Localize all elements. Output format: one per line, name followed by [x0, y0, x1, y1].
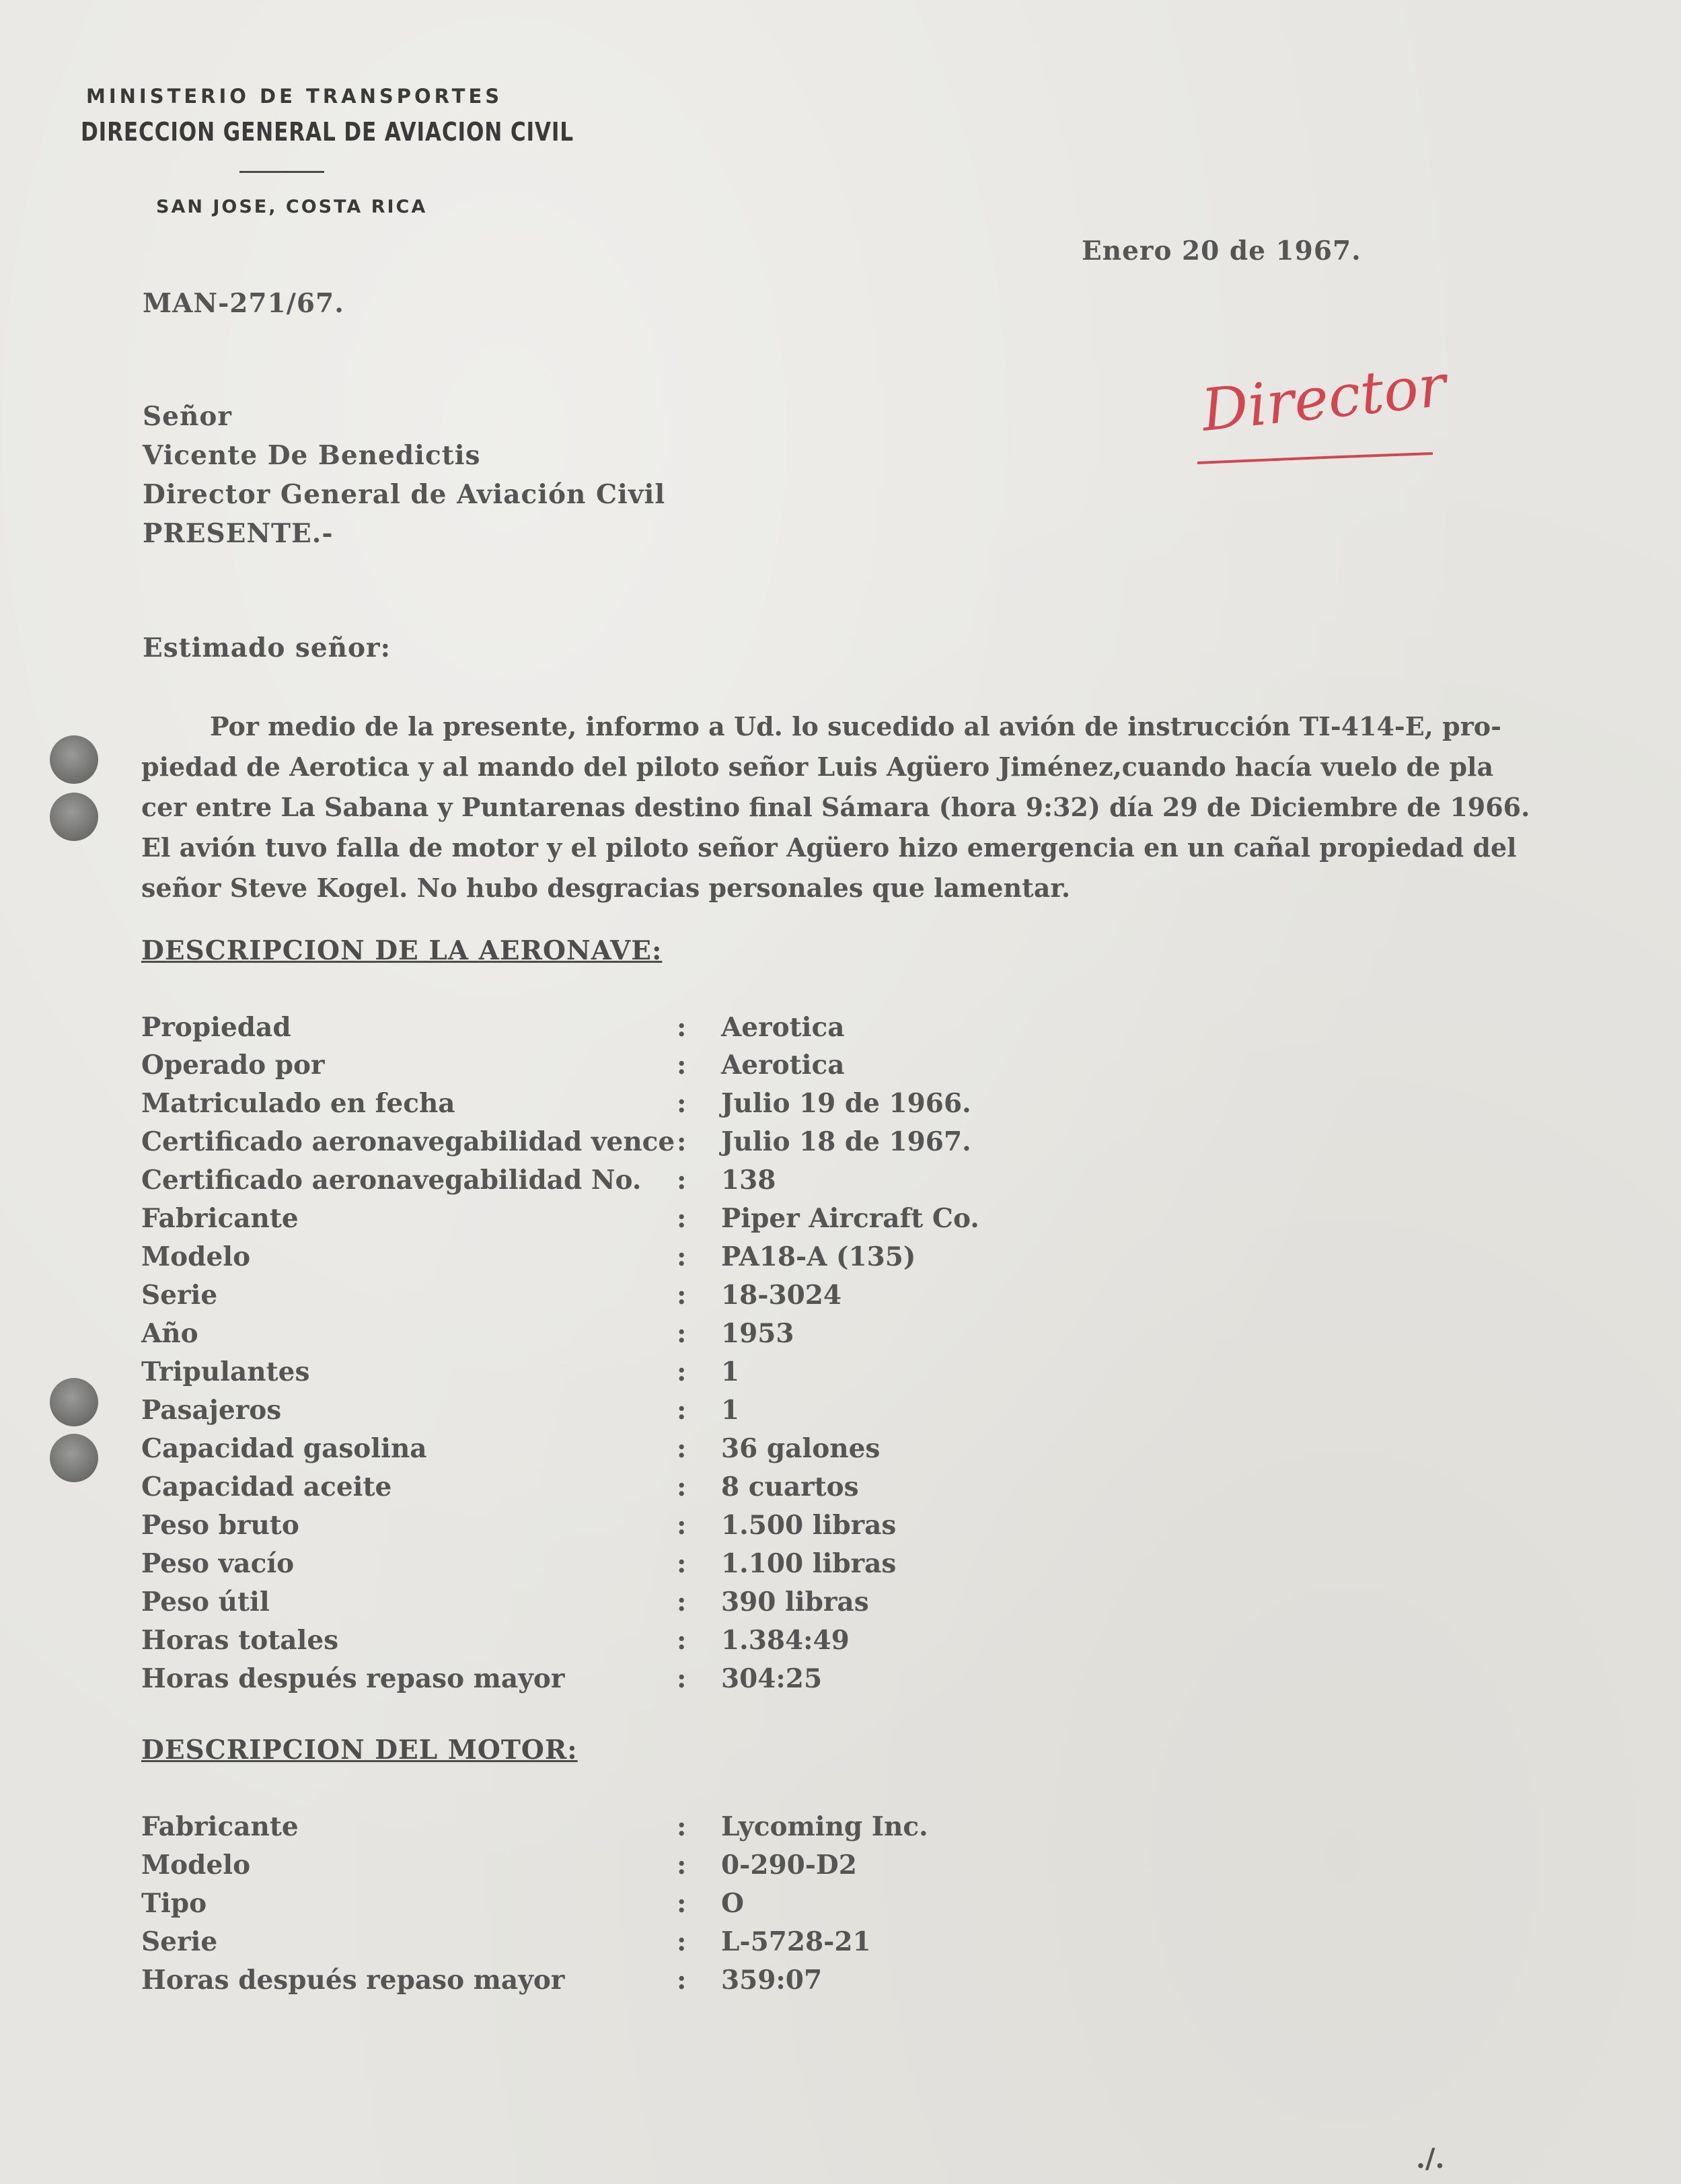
item-colon: :: [677, 1471, 687, 1502]
item-value: Julio 19 de 1966.: [721, 1088, 971, 1119]
item-value: 18-3024: [721, 1280, 842, 1311]
item-value: 36 galones: [721, 1433, 881, 1464]
item-label: Año: [141, 1318, 198, 1349]
list-item: [0, 1811, 1681, 1849]
item-label: Serie: [141, 1926, 218, 1957]
item-value: 359:07: [721, 1965, 823, 1996]
item-colon: :: [677, 1165, 687, 1196]
item-label: Serie: [141, 1280, 218, 1311]
list-item: [0, 1165, 1681, 1202]
item-label: Certificado aeronavegabilidad vence: [141, 1126, 675, 1157]
item-value: Aerotica: [721, 1050, 845, 1081]
item-value: 390 libras: [721, 1587, 869, 1617]
punch-hole: [50, 1378, 98, 1426]
body-paragraph: [141, 706, 1587, 908]
city-name: SAN JOSE, COSTA RICA: [156, 196, 428, 217]
item-label: Horas después repaso mayor: [141, 1965, 565, 1996]
item-value: Piper Aircraft Co.: [721, 1203, 979, 1234]
body-line: El avión tuvo falla de motor y el piloto señor Agüero hizo emergencia en un cañal propiedad del: [141, 832, 1517, 863]
item-label: Matriculado en fecha: [141, 1088, 455, 1119]
punch-hole: [50, 793, 98, 841]
handwritten-note: [1197, 350, 1453, 471]
list-item: [0, 1203, 1681, 1241]
item-colon: :: [677, 1088, 687, 1119]
item-value: 1.384:49: [721, 1625, 850, 1656]
item-label: Certificado aeronavegabilidad No.: [141, 1165, 642, 1196]
ministry-name: MINISTERIO DE TRANSPORTES: [86, 85, 503, 108]
body-line: cer entre La Sabana y Puntarenas destino final Sámara (hora 9:32) día 29 de Diciembre de 1966.: [141, 792, 1530, 822]
item-value: 1.100 libras: [721, 1548, 897, 1579]
list-item: [0, 1088, 1681, 1126]
item-colon: :: [677, 1012, 687, 1043]
item-label: Operado por: [141, 1050, 325, 1081]
item-value: 8 cuartos: [721, 1471, 859, 1502]
list-item: [0, 1012, 1681, 1050]
item-label: Propiedad: [141, 1012, 291, 1043]
item-value: 1: [721, 1356, 740, 1387]
list-item: [0, 1471, 1681, 1509]
item-colon: :: [677, 1433, 687, 1464]
item-colon: :: [677, 1241, 687, 1272]
item-label: Capacidad aceite: [141, 1471, 392, 1502]
list-item: [0, 1318, 1681, 1356]
item-colon: :: [677, 1850, 687, 1881]
item-colon: :: [677, 1926, 687, 1957]
body-line: señor Steve Kogel. No hubo desgracias personales que lamentar.: [141, 873, 1071, 903]
item-colon: :: [677, 1510, 687, 1541]
item-colon: :: [677, 1395, 687, 1426]
item-value: 304:25: [721, 1663, 823, 1694]
item-colon: :: [677, 1625, 687, 1656]
item-colon: :: [677, 1318, 687, 1349]
list-item: [0, 1888, 1681, 1926]
item-label: Peso útil: [141, 1587, 270, 1617]
item-colon: :: [677, 1203, 687, 1234]
item-colon: :: [677, 1587, 687, 1617]
reference-number: MAN-271/67.: [143, 288, 344, 319]
item-label: Modelo: [141, 1241, 251, 1272]
recipient-presente: PRESENTE.-: [143, 518, 334, 549]
list-item: [0, 1280, 1681, 1317]
item-colon: :: [677, 1126, 687, 1157]
list-item: [0, 1510, 1681, 1548]
recipient-name: Vicente De Benedictis: [143, 440, 481, 471]
item-colon: :: [677, 1965, 687, 1996]
item-value: 1: [721, 1395, 740, 1426]
item-value: O: [721, 1888, 744, 1919]
list-item: [0, 1587, 1681, 1624]
item-label: Capacidad gasolina: [141, 1433, 427, 1464]
item-label: Peso vacío: [141, 1548, 295, 1579]
greeting: Estimado señor:: [143, 632, 391, 663]
item-value: 1.500 libras: [721, 1510, 897, 1541]
item-colon: :: [677, 1356, 687, 1387]
item-value: Lycoming Inc.: [721, 1811, 928, 1842]
list-item: [0, 1926, 1681, 1964]
list-item: [0, 1356, 1681, 1394]
item-label: Horas después repaso mayor: [141, 1663, 565, 1694]
body-line: Por medio de la presente, informo a Ud. lo sucedido al avión de instrucción TI-414-E, pro-: [210, 711, 1501, 741]
list-item: [0, 1850, 1681, 1887]
motor-section-heading: DESCRIPCION DEL MOTOR:: [141, 1735, 578, 1766]
item-label: Peso bruto: [141, 1510, 299, 1541]
list-item: [0, 1548, 1681, 1586]
punch-hole: [50, 735, 98, 784]
letterhead-rule: [239, 171, 324, 173]
list-item: [0, 1625, 1681, 1663]
body-line: piedad de Aerotica y al mando del piloto señor Luis Agüero Jiménez,cuando hacía vuelo de pla: [141, 752, 1494, 782]
item-label: Modelo: [141, 1850, 251, 1881]
item-label: Tipo: [141, 1888, 207, 1919]
item-label: Tripulantes: [141, 1356, 310, 1387]
item-label: Horas totales: [141, 1625, 339, 1656]
item-value: 0-290-D2: [721, 1850, 857, 1881]
list-item: [0, 1965, 1681, 2002]
item-colon: :: [677, 1280, 687, 1311]
page-continuation-mark: ./.: [1416, 2143, 1445, 2175]
item-value: L-5728-21: [721, 1926, 871, 1957]
item-colon: :: [677, 1811, 687, 1842]
item-colon: :: [677, 1050, 687, 1081]
item-label: Pasajeros: [141, 1395, 282, 1426]
recipient-position: Director General de Aviación Civil: [143, 479, 666, 510]
item-label: Fabricante: [141, 1203, 299, 1234]
handwritten-note-text: Director: [1198, 352, 1450, 445]
item-colon: :: [677, 1888, 687, 1919]
list-item: [0, 1241, 1681, 1279]
item-value: 1953: [721, 1318, 794, 1349]
item-value: Julio 18 de 1967.: [721, 1126, 971, 1157]
list-item: [0, 1050, 1681, 1087]
letter-date: Enero 20 de 1967.: [1082, 235, 1361, 266]
list-item: [0, 1395, 1681, 1432]
list-item: [0, 1126, 1681, 1164]
punch-hole: [50, 1434, 98, 1482]
list-item: [0, 1663, 1681, 1701]
list-item: [0, 1433, 1681, 1471]
item-colon: :: [677, 1663, 687, 1694]
aircraft-section-heading: DESCRIPCION DE LA AERONAVE:: [141, 935, 663, 966]
item-value: Aerotica: [721, 1012, 845, 1043]
item-value: PA18-A (135): [721, 1241, 916, 1272]
recipient-salutation: Señor: [143, 401, 232, 432]
item-label: Fabricante: [141, 1811, 299, 1842]
department-name: DIRECCION GENERAL DE AVIACION CIVIL: [81, 117, 574, 147]
item-colon: :: [677, 1548, 687, 1579]
item-value: 138: [721, 1165, 776, 1196]
